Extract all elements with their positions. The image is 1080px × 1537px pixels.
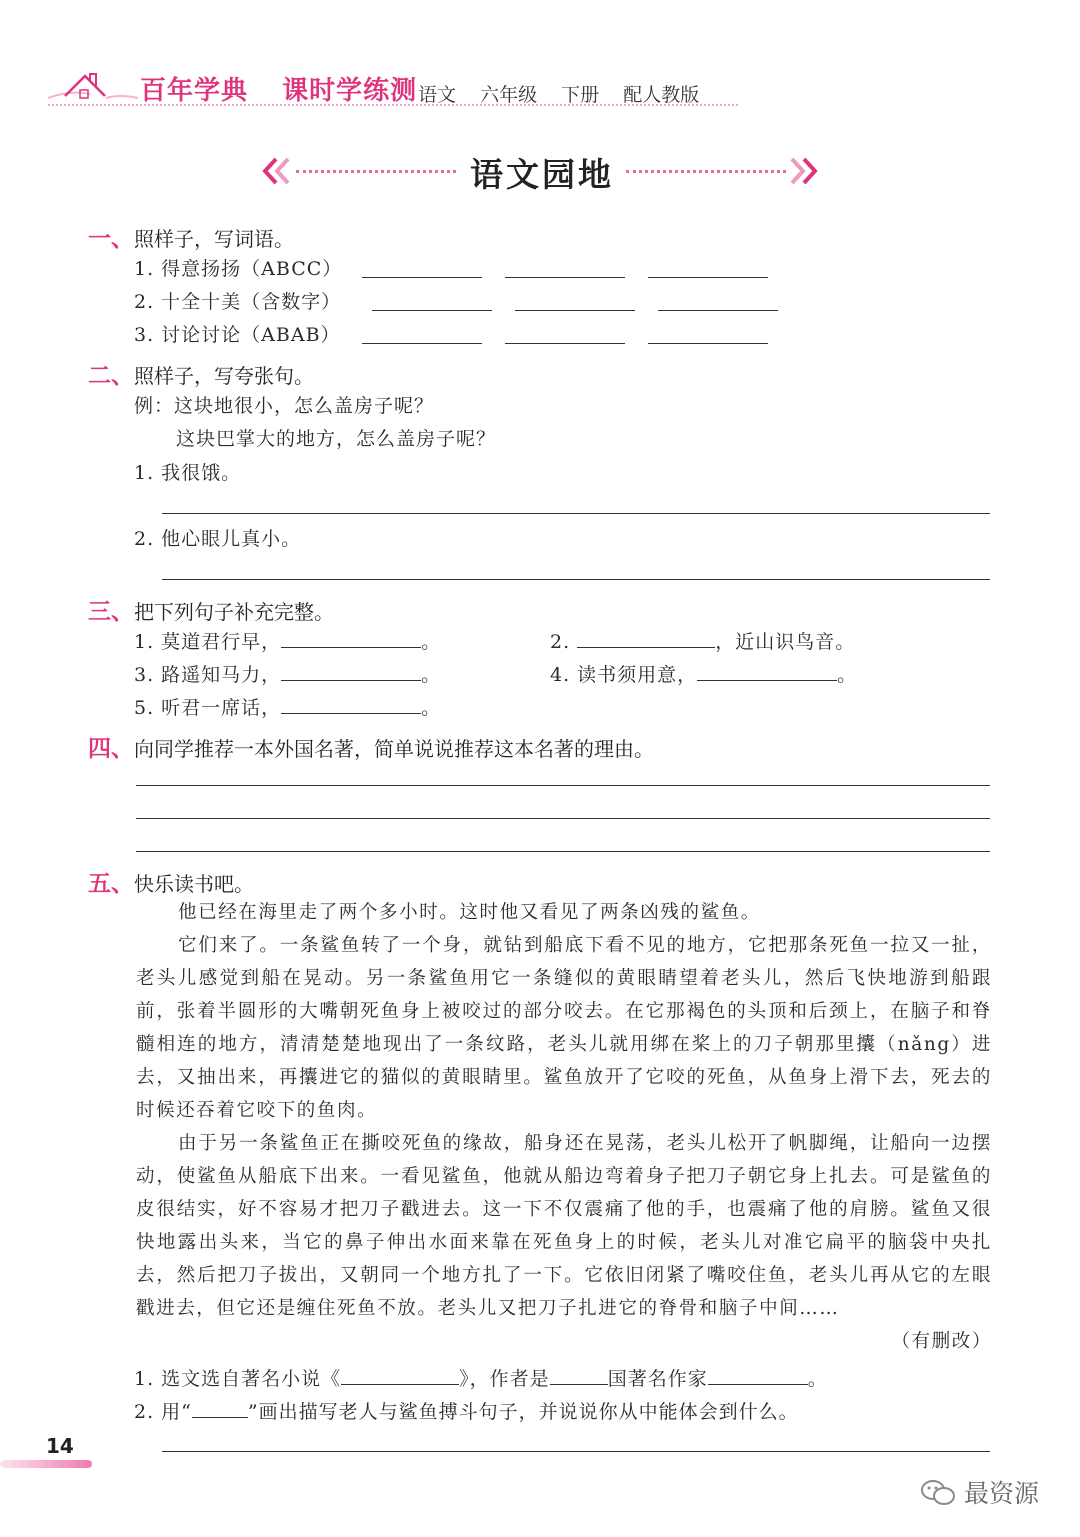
section-number: 三、 xyxy=(88,599,134,625)
item-text: 4. 读书须用意， xyxy=(550,664,698,686)
section-2-heading xyxy=(88,357,314,390)
answer-blank[interactable] xyxy=(708,1366,808,1385)
item-text: ，近山识鸟音。 xyxy=(715,631,856,653)
chat-bubble-icon xyxy=(920,1478,956,1508)
answer-blank[interactable] xyxy=(648,277,768,278)
s5-question-1 xyxy=(134,1364,828,1391)
title-bar xyxy=(0,145,1080,195)
answer-line[interactable] xyxy=(162,1451,990,1452)
question-text: 2. 用“ xyxy=(134,1401,192,1423)
question-text: ”画出描写老人与鲨鱼搏斗句子，并说说你从中能体会到什么。 xyxy=(247,1401,799,1423)
section-4-heading xyxy=(88,730,654,763)
answer-line[interactable] xyxy=(162,579,990,580)
s3-item-5 xyxy=(134,693,441,720)
meta-volume: 下册 xyxy=(561,84,600,106)
underline-sample xyxy=(192,1399,248,1418)
s3-item-4 xyxy=(550,660,857,687)
item-number: 2. xyxy=(550,631,571,653)
question-text: 。 xyxy=(807,1368,828,1390)
answer-blank[interactable] xyxy=(281,662,421,681)
answer-blank[interactable] xyxy=(281,695,421,714)
brand-subtitle: 课时学练测 xyxy=(282,76,418,106)
source-note: （有删改） xyxy=(891,1331,992,1352)
answer-blank[interactable] xyxy=(505,277,625,278)
passage-paragraph: 它们来了。一条鲨鱼转了一个身，就钻到船底下看不见的地方，它把那条死鱼一拉又一扯，老头儿感觉到船在晃动。另一条鲨鱼用它一条缝似的黄眼睛望着老头儿，然后飞快地游到船跟前，张着半圆形的大嘴朝死鱼身上被咬过的部分咬去。在它那褐色的头顶和后颈上，在脑子和脊髓相连的地方，清清楚楚地现出了一条纹路，老头儿就用绑在桨上的刀子朝那里攮（nǎng）进去，又抽出来，再攮进它的猫似的黄眼睛里。鲨鱼放开了它咬的死鱼，从鱼身上滑下去，死去的时候还吞着它咬下的鱼肉。 xyxy=(136,935,992,1121)
item-text: 3. 路遥知马力， xyxy=(134,664,282,686)
meta-edition: 配人教版 xyxy=(623,84,700,106)
answer-blank[interactable] xyxy=(515,310,635,311)
section-text: 照样子，写夸张句。 xyxy=(134,364,314,388)
section-text: 把下列句子补充完整。 xyxy=(134,600,334,624)
title-dots-right xyxy=(626,170,786,173)
answer-blank[interactable] xyxy=(577,629,715,648)
period: 。 xyxy=(421,697,442,719)
meta-subject: 语文 xyxy=(418,84,457,106)
s2-item-2: 2. 他心眼儿真小。 xyxy=(134,528,302,550)
answer-blank[interactable] xyxy=(372,310,492,311)
answer-blank[interactable] xyxy=(362,343,482,344)
s3-item-2 xyxy=(550,627,855,654)
item-text: 5. 听君一席话， xyxy=(134,697,282,719)
section-number: 一、 xyxy=(88,226,134,252)
s1-item-3: 3. 讨论讨论（ABAB） xyxy=(134,324,341,346)
question-text: 1. 选文选自著名小说《 xyxy=(134,1368,342,1390)
answer-line[interactable] xyxy=(162,513,990,514)
section-number: 五、 xyxy=(88,871,134,897)
s1-item-2: 2. 十全十美（含数字） xyxy=(134,291,342,313)
meta-grade: 六年级 xyxy=(480,84,538,106)
item-text: 1. 莫道君行早， xyxy=(134,631,282,653)
watermark-text: 最资源 xyxy=(964,1479,1040,1508)
answer-blank[interactable] xyxy=(362,277,482,278)
period: 。 xyxy=(837,664,858,686)
section-number: 二、 xyxy=(88,363,134,389)
period: 。 xyxy=(421,664,442,686)
house-logo-icon xyxy=(40,68,140,108)
answer-line[interactable] xyxy=(136,785,990,786)
example-label: 例： xyxy=(134,395,175,417)
s3-item-1 xyxy=(134,627,441,654)
answer-blank[interactable] xyxy=(697,662,837,681)
section-number: 四、 xyxy=(88,736,134,762)
section-5-heading xyxy=(88,865,254,898)
header-dotted-rule xyxy=(48,104,738,106)
answer-blank[interactable] xyxy=(658,310,778,311)
page-title: 语文园地 xyxy=(470,155,614,194)
s3-item-3 xyxy=(134,660,441,687)
answer-blank[interactable] xyxy=(648,343,768,344)
chevron-left-icon xyxy=(262,157,292,185)
s2-example-2: 这块巴掌大的地方，怎么盖房子呢？ xyxy=(176,428,497,450)
s2-example-1 xyxy=(134,391,434,418)
section-text: 快乐读书吧。 xyxy=(134,872,254,896)
answer-line[interactable] xyxy=(136,851,990,852)
s5-question-2 xyxy=(134,1397,799,1424)
answer-blank[interactable] xyxy=(341,1366,459,1385)
header xyxy=(0,60,1080,120)
section-3-heading xyxy=(88,593,334,626)
section-1-heading xyxy=(88,220,294,253)
section-text: 照样子，写词语。 xyxy=(134,227,294,251)
reading-passage xyxy=(136,896,992,1358)
answer-blank[interactable] xyxy=(281,629,421,648)
page-number: 14 xyxy=(46,1434,74,1458)
period: 。 xyxy=(421,631,442,653)
brand-title: 百年学典 xyxy=(140,76,249,106)
passage-paragraph: 由于另一条鲨鱼正在撕咬死鱼的缘故，船身还在晃荡，老头儿松开了帆脚绳，让船向一边摆动，使鲨鱼从船底下出来。一看见鲨鱼，他就从船边弯着身子把刀子朝它身上扎去。可是鲨鱼的皮很结实，好不容易才把刀子戳进去。这一下不仅震痛了他的手，也震痛了他的肩膀。鲨鱼又很快地露出头来，当它的鼻子伸出水面来靠在死鱼身上的时候，老头儿对准它扁平的脑袋中央扎去，然后把刀子拔出，又朝同一个地方扎了一下。它依旧闭紧了嘴咬住鱼，老头儿再从它的左眼戳进去，但它还是缠住死鱼不放。老头儿又把刀子扎进它的脊骨和脑子中间…… xyxy=(136,1133,992,1319)
page-number-bar xyxy=(0,1460,92,1468)
answer-blank[interactable] xyxy=(550,1366,608,1385)
passage-paragraph: 他已经在海里走了两个多小时。这时他又看见了两条凶残的鲨鱼。 xyxy=(178,902,761,923)
question-text: 国著名作家 xyxy=(607,1368,708,1390)
question-text: 》，作者是 xyxy=(459,1368,550,1390)
title-dots-left xyxy=(296,170,456,173)
answer-blank[interactable] xyxy=(505,343,625,344)
chevron-right-icon xyxy=(788,157,818,185)
section-text: 向同学推荐一本外国名著，简单说说推荐这本名著的理由。 xyxy=(134,737,654,761)
s2-item-1: 1. 我很饿。 xyxy=(134,462,242,484)
answer-line[interactable] xyxy=(136,818,990,819)
example-sentence: 这块地很小，怎么盖房子呢？ xyxy=(174,395,435,417)
s1-item-1: 1. 得意扬扬（ABCC） xyxy=(134,258,343,280)
